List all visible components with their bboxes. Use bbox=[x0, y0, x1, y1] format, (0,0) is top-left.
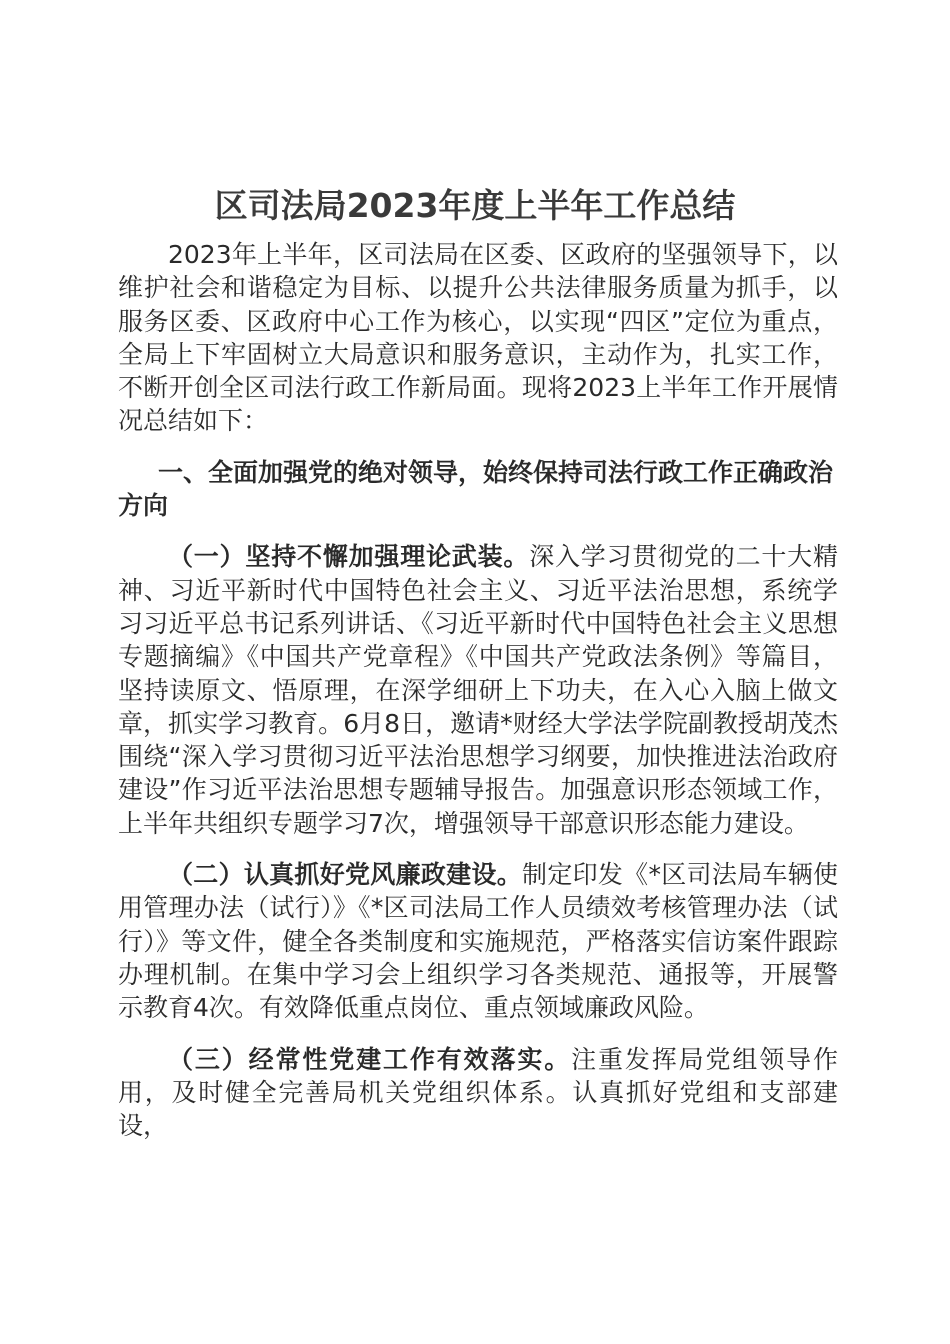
item-2-title: （二）认真抓好党风廉政建设。 bbox=[168, 860, 523, 890]
item-1-title: （一）坚持不懈加强理论武装。 bbox=[168, 542, 530, 572]
intro-paragraph: 2023年上半年，区司法局在区委、区政府的坚强领导下，以维护社会和谐稳定为目标、以提升公共法律服务质量为抓手，以服务区委、区政府中心工作为核心，以实现“四区”定位为重点，全局上下牢固树立大局意识和服务意识，主动作为，扎实工作，不断开创全区司法行政工作新局面。现将2023上半年工作开展情况总结如下： bbox=[118, 240, 838, 436]
section-item-1 bbox=[118, 540, 838, 840]
item-3-body: 注重发挥局党组领导作用，及时健全完善局机关党组织体系。认真抓好党组和支部建设， bbox=[118, 1044, 838, 1141]
document-body bbox=[118, 238, 838, 1142]
item-3-title: （三）经常性党建工作有效落实。 bbox=[168, 1044, 572, 1074]
item-2-body: 制定印发《*区司法局车辆使用管理办法（试行）》《*区司法局工作人员绩效考核管理办法（试行）》等文件，健全各类制度和实施规范，严格落实信访案件跟踪办理机制。在集中学习会上组织学习各类规范、通报等，开展警示教育4次。有效降低重点岗位、重点领域廉政风险。 bbox=[118, 860, 838, 1023]
document-title: 区司法局2023年度上半年工作总结 bbox=[214, 186, 736, 225]
section-item-3 bbox=[118, 1043, 838, 1143]
item-1-body: 深入学习贯彻党的二十大精神、习近平新时代中国特色社会主义、习近平法治思想，系统学习习近平总书记系列讲话、《习近平新时代中国特色社会主义思想专题摘编》《中国共产党章程》《中国共产党政法条例》等篇目，坚持读原文、悟原理，在深学细研上下功夫，在入心入脑上做文章，抓实学习教育。6月8日，邀请*财经大学法学院副教授胡茂杰围绕“深入学习贯彻习近平法治思想学习纲要，加快推进法治政府建设”作习近平法治思想专题辅导报告。加强意识形态领域工作，上半年共组织专题学习7次，增强领导干部意识形态能力建设。 bbox=[118, 542, 838, 838]
section-heading: 一、全面加强党的绝对领导，始终保持司法行政工作正确政治方向 bbox=[118, 457, 834, 521]
section-item-2 bbox=[118, 858, 838, 1024]
